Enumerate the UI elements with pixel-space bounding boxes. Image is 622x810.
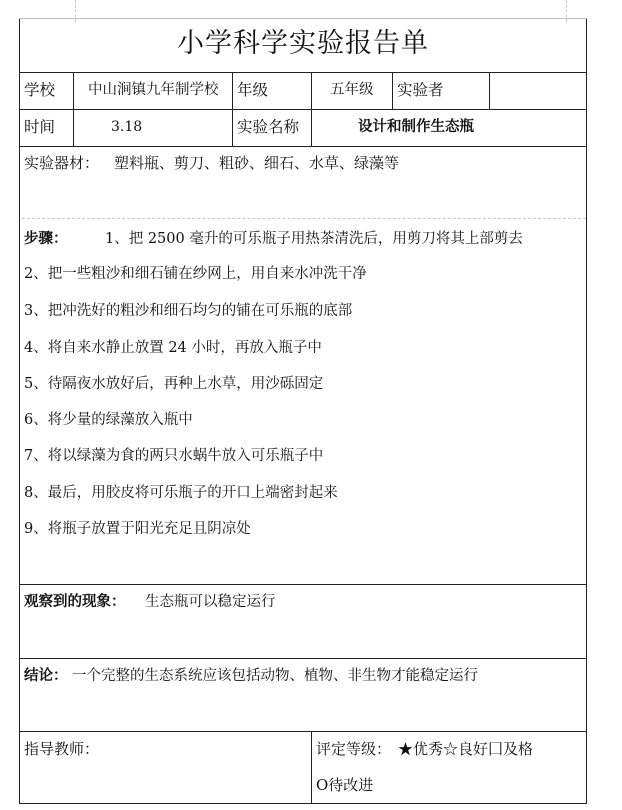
- cell-divider: [73, 109, 74, 146]
- rating-options: ★优秀☆良好囗及格: [398, 740, 534, 758]
- cell-divider: [311, 109, 312, 146]
- step-item: 3、把冲洗好的粗沙和细石均匀的铺在可乐瓶的底部: [24, 303, 353, 319]
- page-title: 小学科学实验报告单: [177, 28, 429, 59]
- time-label: 时间: [24, 118, 56, 136]
- rating-option-improve: O待改进: [316, 776, 374, 794]
- observation-label: 观察到的现象：: [24, 593, 126, 610]
- row-separator: [19, 584, 587, 585]
- cell-divider: [73, 72, 74, 109]
- experiment-name-label: 实验名称: [237, 118, 300, 136]
- row-separator: [19, 109, 587, 110]
- step-item: 7、将以绿藻为食的两只水蜗牛放入可乐瓶子中: [24, 448, 324, 464]
- school-label: 学校: [24, 81, 56, 99]
- table-left-border: [19, 18, 20, 804]
- cell-divider: [489, 72, 490, 109]
- step-item: 4、将自来水静止放置 24 小时，再放入瓶子中: [24, 340, 322, 356]
- teacher-label: 指导教师：: [24, 740, 100, 758]
- equipment-value: 塑料瓶、剪刀、粗砂、细石、水草、绿藻等: [114, 154, 400, 172]
- conclusion-label: 结论：: [24, 667, 68, 684]
- steps-label: 步骤：: [24, 230, 68, 247]
- step-item: 2、把一些粗沙和细石铺在纱网上，用自来水冲洗干净: [24, 266, 367, 282]
- grade-value: 五年级: [330, 82, 374, 98]
- time-value: 3.18: [111, 119, 143, 135]
- equipment-label: 实验器材：: [24, 154, 100, 172]
- step-item: 6、将少量的绿藻放入瓶中: [24, 412, 193, 428]
- table-right-border: [586, 18, 587, 804]
- conclusion-value: 一个完整的生态系统应该包括动物、植物、非生物才能稳定运行: [72, 668, 478, 684]
- step-item: 1、把 2500 毫升的可乐瓶子用热茶清洗后，用剪刀将其上部剪去: [105, 231, 523, 247]
- title-top-border: [19, 18, 587, 19]
- row-separator: [19, 72, 587, 73]
- experiment-name-value: 设计和制作生态瓶: [358, 118, 474, 135]
- cell-divider: [311, 731, 312, 803]
- row-separator: [19, 146, 587, 147]
- step-item: 9、将瓶子放置于阳光充足且阴凉处: [24, 521, 251, 537]
- cell-divider: [232, 109, 233, 146]
- row-separator: [19, 658, 587, 659]
- observation-value: 生态瓶可以稳定运行: [145, 594, 276, 610]
- cell-divider: [392, 72, 393, 109]
- step-item: 5、待隔夜水放好后，再种上水草，用沙砾固定: [24, 376, 324, 392]
- margin-guide: [22, 218, 586, 219]
- cell-divider: [232, 72, 233, 109]
- cell-divider: [311, 72, 312, 109]
- row-separator: [19, 731, 587, 732]
- grade-label: 年级: [237, 81, 269, 99]
- rating-label: 评定等级：: [316, 740, 392, 758]
- experimenter-label: 实验者: [397, 81, 444, 99]
- school-value: 中山涧镇九年制学校: [88, 82, 219, 98]
- table-bottom-border: [19, 803, 587, 804]
- step-item: 8、最后，用胶皮将可乐瓶子的开口上端密封起来: [24, 485, 338, 501]
